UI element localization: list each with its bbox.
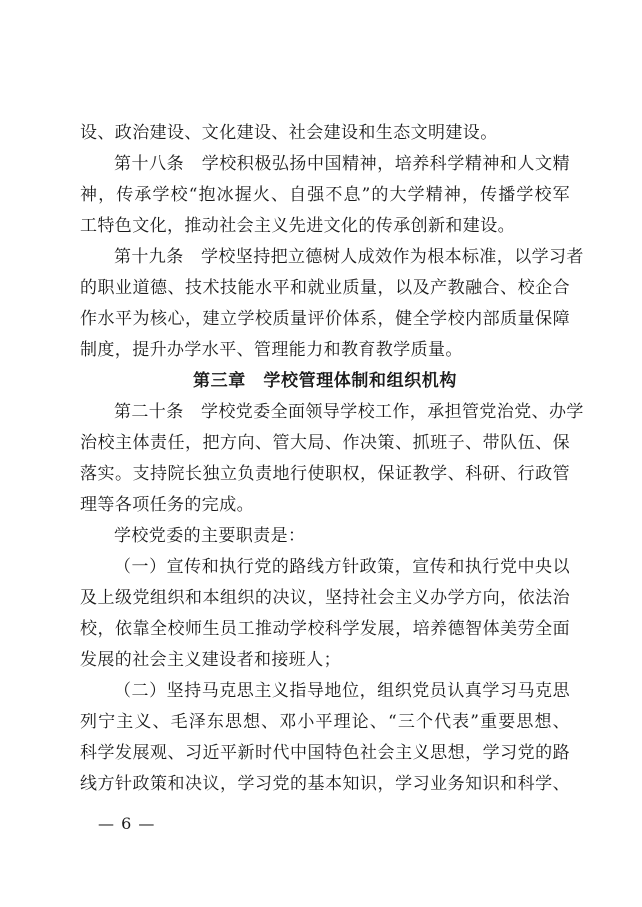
text-line: 及上级党组织和本组织的决议，坚持社会主义办学方向，依法治 bbox=[80, 588, 570, 608]
duty-2-line: （二）坚持马克思主义指导地位，组织党员认真学习马克思 bbox=[114, 681, 570, 701]
text-line: 科学发展观、习近平新时代中国特色社会主义思想，学习党的路 bbox=[80, 743, 570, 763]
article-19-line: 第十九条 学校坚持把立德树人成效作为根本标准，以学习者 bbox=[114, 247, 584, 267]
text-line: 制度，提升办学水平、管理能力和教育教学质量。 bbox=[80, 340, 463, 360]
chapter-heading: 第三章 学校管理体制和组织机构 bbox=[193, 371, 457, 391]
body-text bbox=[80, 118, 584, 800]
text-line: 治校主体责任，把方向、管大局、作决策、抓班子、带队伍、保 bbox=[80, 433, 570, 453]
duties-intro-line: 学校党委的主要职责是： bbox=[114, 526, 306, 546]
text-line: 的职业道德、技术技能水平和就业质量，以及产教融合、校企合 bbox=[80, 278, 570, 298]
text-line: 设、政治建设、文化建设、社会建设和生态文明建设。 bbox=[80, 123, 498, 143]
text-line: 神，传承学校“抱冰握火、自强不息”的大学精神，传播学校军 bbox=[80, 185, 570, 205]
text-line: 落实。支持院长独立负责地行使职权，保证教学、科研、行政管 bbox=[80, 464, 570, 484]
page-number: — 6 — bbox=[98, 814, 156, 833]
text-line: 发展的社会主义建设者和接班人； bbox=[80, 650, 341, 670]
text-line: 作水平为核心，建立学校质量评价体系，健全学校内部质量保障 bbox=[80, 309, 570, 329]
article-18-line: 第十八条 学校积极弘扬中国精神，培养科学精神和人文精 bbox=[114, 154, 570, 174]
text-line: 理等各项任务的完成。 bbox=[80, 495, 254, 515]
text-line: 线方针政策和决议，学习党的基本知识，学习业务知识和科学、 bbox=[80, 774, 570, 794]
text-line: 工特色文化，推动社会主义先进文化的传承创新和建设。 bbox=[80, 216, 515, 236]
duty-1-line: （一）宣传和执行党的路线方针政策，宣传和执行党中央以 bbox=[114, 557, 570, 577]
article-20-line: 第二十条 学校党委全面领导学校工作，承担管党治党、办学 bbox=[114, 402, 584, 422]
text-line: 列宁主义、毛泽东思想、邓小平理论、“三个代表”重要思想、 bbox=[80, 712, 570, 732]
text-line: 校，依靠全校师生员工推动学校科学发展，培养德智体美劳全面 bbox=[80, 619, 570, 639]
